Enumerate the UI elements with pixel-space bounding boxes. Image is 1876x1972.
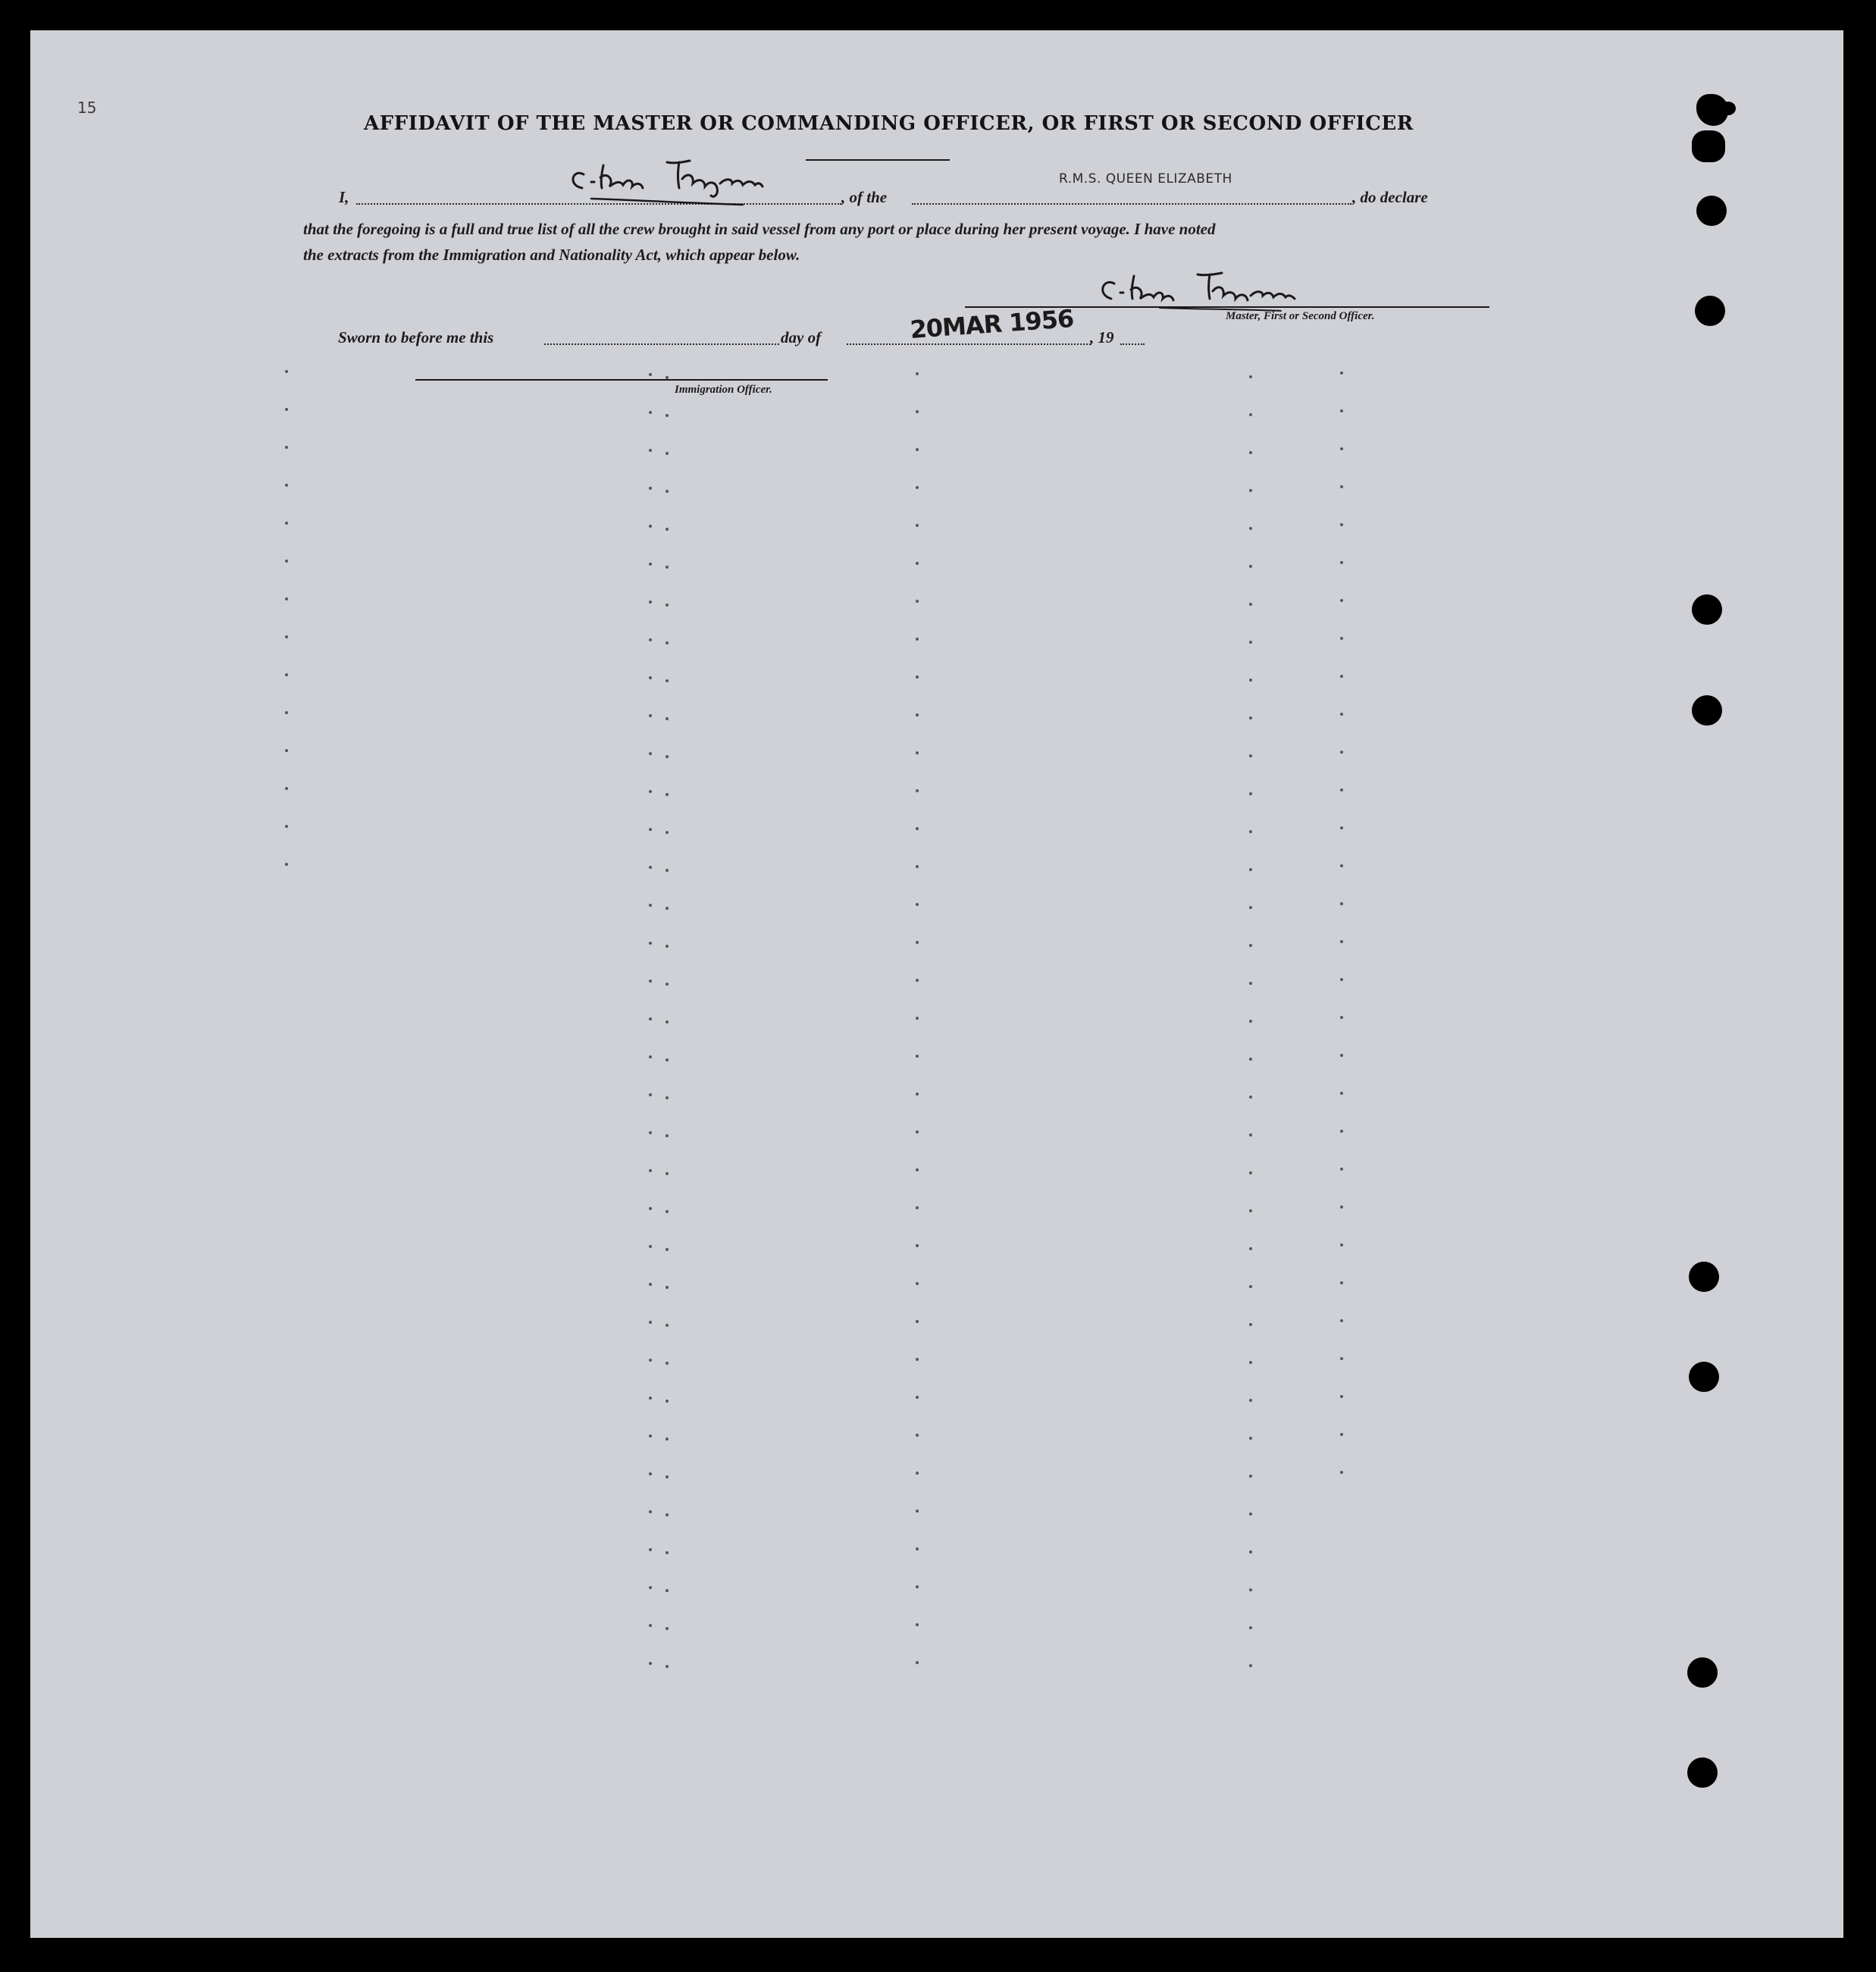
bleed-dot <box>666 604 669 607</box>
bleed-dot <box>1340 751 1343 754</box>
bleed-dot <box>1340 940 1343 943</box>
bleed-dot <box>666 1475 669 1478</box>
bleed-dot <box>916 1358 919 1361</box>
bleed-dot <box>916 865 919 868</box>
bleed-dot <box>649 1359 652 1362</box>
bleed-dot <box>1249 982 1252 985</box>
declaration-body-line3: the extracts from the Immigration and Nationality Act, which appear below. <box>303 246 800 264</box>
bleed-dot <box>649 1662 652 1665</box>
bleed-dot <box>666 1551 669 1554</box>
bleed-dot <box>666 641 669 644</box>
bleed-dot <box>1249 868 1252 871</box>
bleed-dot <box>649 1510 652 1513</box>
bleed-dot <box>1340 1319 1343 1322</box>
bleed-dot <box>666 945 669 948</box>
bleed-dot <box>649 1624 652 1627</box>
bleed-dot <box>666 983 669 986</box>
bleed-dot <box>916 410 919 413</box>
bleed-dot <box>1340 1205 1343 1209</box>
bleed-dot <box>1340 1054 1343 1057</box>
bleed-dot <box>1249 375 1252 378</box>
bleed-dot <box>1249 1361 1252 1364</box>
bleed-dot <box>916 903 919 906</box>
punch-hole <box>1695 296 1725 326</box>
sworn-prefix: Sworn to before me this <box>338 328 494 346</box>
bleed-dot <box>285 863 288 866</box>
bleed-dot <box>649 638 652 641</box>
bleed-dot <box>649 1548 652 1551</box>
bleed-dot <box>1249 1513 1252 1516</box>
bleed-dot <box>649 1397 652 1400</box>
bleed-dot <box>649 828 652 831</box>
bleed-dot <box>916 1434 919 1437</box>
bleed-dot <box>285 635 288 638</box>
bleed-dot <box>916 941 919 944</box>
bleed-dot <box>1340 864 1343 867</box>
bleed-dot <box>916 1282 919 1285</box>
punch-hole <box>1696 196 1727 226</box>
bleed-dot <box>649 1169 652 1172</box>
bleed-dot <box>916 827 919 830</box>
bleed-dot <box>1249 1285 1252 1288</box>
bleed-dot <box>666 566 669 569</box>
bleed-dot <box>1340 485 1343 488</box>
bleed-dot <box>285 787 288 790</box>
bleed-dot <box>1249 413 1252 416</box>
declaration-middle: , of the <box>841 188 888 206</box>
bleed-dot <box>916 676 919 679</box>
bleed-dot <box>1249 565 1252 568</box>
bleed-dot <box>916 372 919 375</box>
bleed-dot <box>666 1324 669 1327</box>
bleed-dot <box>649 1245 652 1248</box>
bleed-dot <box>1340 902 1343 905</box>
bleed-dot <box>1340 675 1343 678</box>
bleed-dot <box>1249 1209 1252 1212</box>
bleed-dot <box>916 1585 919 1588</box>
bleed-dot <box>916 1472 919 1475</box>
bleed-dot <box>666 1589 669 1592</box>
document-page <box>30 30 1843 1938</box>
bleed-dot <box>666 1248 669 1251</box>
punch-hole <box>1687 1757 1718 1788</box>
sworn-day-field <box>544 343 779 345</box>
punch-hole <box>1689 1262 1719 1292</box>
bleed-dot <box>1249 1626 1252 1629</box>
bleed-dot <box>1340 409 1343 412</box>
date-stamp: 20MAR 1956 <box>909 304 1075 344</box>
bleed-dot <box>1249 1399 1252 1402</box>
bleed-dot <box>916 1168 919 1171</box>
punch-hole <box>1721 102 1736 115</box>
bleed-dot <box>666 679 669 682</box>
bleed-dot <box>1340 788 1343 792</box>
punch-hole <box>1692 130 1725 162</box>
bleed-dot <box>666 717 669 720</box>
punch-hole <box>1689 1362 1719 1392</box>
bleed-dot <box>1249 1323 1252 1326</box>
margin-mark: 15 <box>77 99 97 117</box>
bleed-dot <box>1340 447 1343 450</box>
bleed-dot <box>666 1400 669 1403</box>
bleed-dot <box>916 600 919 603</box>
bleed-dot <box>285 825 288 828</box>
bleed-dot <box>649 563 652 566</box>
bleed-dot <box>1249 944 1252 947</box>
bleed-dot <box>666 869 669 872</box>
bleed-dot <box>666 528 669 531</box>
declaration-prefix: I, <box>339 188 349 206</box>
bleed-dot <box>666 490 669 493</box>
bleed-dot <box>1340 599 1343 602</box>
bleed-dot <box>1249 830 1252 833</box>
bleed-dot <box>666 452 669 455</box>
bleed-dot <box>666 1172 669 1175</box>
bleed-dot <box>285 484 288 487</box>
bleed-dot <box>916 1093 919 1096</box>
bleed-dot <box>649 525 652 528</box>
bleed-dot <box>649 714 652 717</box>
bleed-dot <box>649 1586 652 1589</box>
bleed-dot <box>1249 716 1252 720</box>
punch-hole <box>1692 695 1722 726</box>
bleed-dot <box>285 446 288 449</box>
bleed-dot <box>916 486 919 489</box>
bleed-dot <box>1340 1433 1343 1436</box>
bleed-dot <box>649 1434 652 1437</box>
bleed-dot <box>649 1017 652 1020</box>
bleed-dot <box>1340 1130 1343 1133</box>
bleed-dot <box>1249 1664 1252 1667</box>
bleed-dot <box>1340 372 1343 375</box>
bleed-dot <box>916 1244 919 1247</box>
bleed-dot <box>649 752 652 755</box>
bleed-dot <box>916 1130 919 1133</box>
bleed-dot <box>666 1096 669 1099</box>
bleed-dot <box>649 1283 652 1286</box>
bleed-dot <box>916 979 919 982</box>
bleed-dot <box>649 942 652 945</box>
bleed-dot <box>1249 792 1252 795</box>
bleed-dot <box>1340 1471 1343 1474</box>
bleed-dot <box>1340 978 1343 981</box>
sworn-year-field <box>1120 343 1145 345</box>
bleed-dot <box>1340 561 1343 564</box>
bleed-dot <box>916 448 919 451</box>
vessel-name: R.M.S. QUEEN ELIZABETH <box>1059 171 1232 187</box>
bleed-dot <box>649 1321 652 1324</box>
bleed-dot <box>1249 679 1252 682</box>
bleed-dot <box>916 1623 919 1626</box>
bleed-dot <box>1249 1247 1252 1250</box>
bleed-dot <box>649 1093 652 1096</box>
sworn-day-of: day of <box>781 328 822 346</box>
affidavit-heading: AFFIDAVIT OF THE MASTER OR COMMANDING OFFICER, OR FIRST OR SECOND OFFICER <box>364 112 1414 135</box>
bleed-dot <box>1340 1092 1343 1095</box>
bleed-dot <box>916 1547 919 1550</box>
bleed-dot <box>649 600 652 604</box>
bleed-dot <box>1249 1096 1252 1099</box>
declarant-name-field <box>356 203 841 205</box>
bleed-dot <box>649 1472 652 1475</box>
bleed-dot <box>1249 451 1252 454</box>
bleed-dot <box>666 1134 669 1137</box>
bleed-dot <box>649 1207 652 1210</box>
bleed-dot <box>1249 1550 1252 1553</box>
bleed-dot <box>666 831 669 834</box>
bleed-dot <box>666 755 669 758</box>
bleed-dot <box>285 711 288 714</box>
bleed-dot <box>649 1131 652 1134</box>
bleed-dot <box>1249 1171 1252 1174</box>
bleed-dot <box>666 1286 669 1289</box>
bleed-dot <box>666 793 669 796</box>
bleed-dot <box>285 408 288 411</box>
bleed-dot <box>1340 523 1343 526</box>
sworn-month-field <box>847 343 1091 345</box>
bleed-dot <box>1249 603 1252 606</box>
bleed-dot <box>666 1513 669 1516</box>
bleed-dot <box>666 907 669 910</box>
bleed-dot <box>916 713 919 716</box>
bleed-dot <box>1249 754 1252 757</box>
bleed-dot <box>916 1055 919 1058</box>
bleed-dot <box>916 562 919 565</box>
punch-hole <box>1692 594 1722 625</box>
bleed-dot <box>1340 1281 1343 1284</box>
bleed-dot <box>649 980 652 983</box>
bleed-dot <box>1249 1475 1252 1478</box>
bleed-dot <box>1249 1588 1252 1591</box>
bleed-dot <box>916 638 919 641</box>
punch-hole <box>1687 1657 1718 1688</box>
bleed-dot <box>649 904 652 907</box>
bleed-dot <box>1340 826 1343 829</box>
bleed-dot <box>1249 489 1252 492</box>
bleed-dot <box>916 1396 919 1399</box>
bleed-dot <box>285 560 288 563</box>
bleed-dot <box>649 866 652 869</box>
bleed-dot <box>916 524 919 527</box>
bleed-dot <box>916 1661 919 1664</box>
bleed-dot <box>1340 1016 1343 1019</box>
bleed-dot <box>666 1210 669 1213</box>
bleed-dot <box>649 487 652 490</box>
bleed-dot <box>649 411 652 414</box>
bleed-dot <box>1249 1437 1252 1440</box>
bleed-dot <box>916 1206 919 1209</box>
bleed-dot <box>1249 527 1252 530</box>
bleed-dot <box>916 1510 919 1513</box>
bleed-dot <box>666 1058 669 1061</box>
bleed-dot <box>649 1055 652 1058</box>
declarant-signature <box>561 152 788 206</box>
bleed-dot <box>666 1665 669 1668</box>
bleed-dot <box>1340 713 1343 716</box>
bleed-dot <box>285 597 288 600</box>
bleed-dot <box>649 790 652 793</box>
bleed-dot <box>1249 906 1252 909</box>
sworn-year-prefix: , 19 <box>1090 328 1114 346</box>
bleed-dot <box>1340 637 1343 640</box>
bleed-dot <box>666 1437 669 1441</box>
bleed-dot <box>1249 641 1252 644</box>
bleed-dot <box>666 414 669 417</box>
bleed-dot <box>285 522 288 525</box>
bleed-dot <box>1340 1243 1343 1246</box>
bleed-dot <box>666 1362 669 1365</box>
officer-caption: Master, First or Second Officer. <box>1226 310 1375 322</box>
heading-rule <box>806 159 950 161</box>
bleed-dot <box>1249 1020 1252 1023</box>
bleed-dot <box>285 749 288 752</box>
bleed-dot <box>1340 1395 1343 1398</box>
bleed-dot <box>649 373 652 376</box>
bleed-dot <box>285 673 288 676</box>
bleed-dot <box>916 789 919 792</box>
bleed-dot <box>916 1320 919 1323</box>
immigration-officer-rule <box>415 379 828 381</box>
bleed-dot <box>1249 1058 1252 1061</box>
bleed-dot <box>1340 1357 1343 1360</box>
bleed-dot <box>916 1017 919 1020</box>
bleed-dot <box>666 1627 669 1630</box>
declaration-suffix: , do declare <box>1352 188 1428 206</box>
bleed-dot <box>649 449 652 452</box>
vessel-name-field <box>912 203 1351 205</box>
bleed-dot <box>1249 1133 1252 1136</box>
bleed-dot <box>916 751 919 754</box>
bleed-dot <box>285 370 288 373</box>
bleed-dot <box>666 1020 669 1024</box>
bleed-dot <box>1340 1168 1343 1171</box>
bleed-dot <box>649 676 652 679</box>
declaration-body-line2: that the foregoing is a full and true list of all the crew brought in said vessel from any port or place during her present voyage. I have noted <box>303 220 1216 238</box>
immigration-caption: Immigration Officer. <box>675 384 772 396</box>
